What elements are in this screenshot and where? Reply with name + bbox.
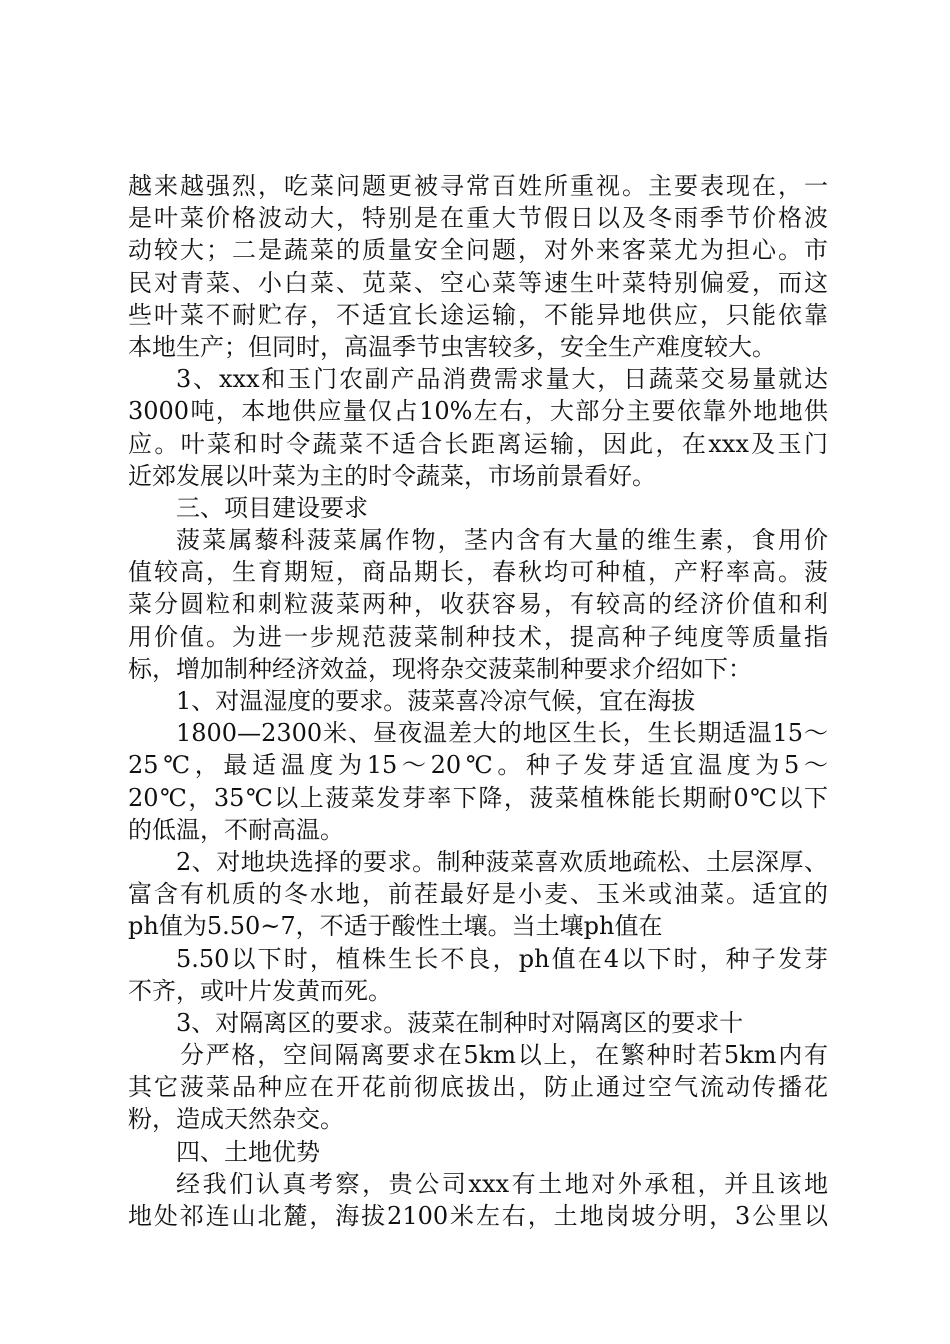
text-line: 富含有机质的冬水地，前茬最好是小麦、玉米或油菜。适宜的 xyxy=(128,880,828,909)
text-line: 不齐，或叶片发黄而死。 xyxy=(128,976,392,1005)
text-line: 粉，造成天然杂交。 xyxy=(128,1105,344,1134)
text-line: 3、对隔离区的要求。菠菜在制种时对隔离区的要求十 xyxy=(176,1008,744,1037)
text-line: 用价值。为进一步规范菠菜制种技术，提高种子纯度等质量指 xyxy=(128,622,828,651)
text-line: 的低温，不耐高温。 xyxy=(128,815,344,844)
text-line: 5.50以下时，植株生长不良，ph值在4以下时，种子发芽 xyxy=(176,944,828,973)
text-line: 分严格，空间隔离要求在5km以上，在繁种时若5km内有 xyxy=(180,1041,828,1070)
text-line: 25℃，最适温度为15～20℃。种子发芽适宜温度为5～ xyxy=(128,751,828,780)
text-line: 20℃，35℃以上菠菜发芽率下降，菠菜植株能长期耐0℃以下 xyxy=(128,783,828,812)
text-line: 标，增加制种经济效益，现将杂交菠菜制种要求介绍如下： xyxy=(128,654,752,683)
text-line: 菜分圆粒和刺粒菠菜两种，收获容易，有较高的经济价值和利 xyxy=(128,590,828,619)
text-line: 菠菜属藜科菠菜属作物，茎内含有大量的维生素，食用价 xyxy=(176,526,828,555)
text-line: 地处祁连山北麓，海拔2100米左右，土地岗坡分明，3公里以 xyxy=(128,1202,828,1230)
text-line: 经我们认真考察，贵公司xxx有土地对外承租，并且该地 xyxy=(176,1169,828,1198)
section-heading: 三、项目建设要求 xyxy=(176,493,368,522)
text-line: 民对青菜、小白菜、苋菜、空心菜等速生叶菜特别偏爱，而这 xyxy=(128,268,828,297)
text-line: 1、对温湿度的要求。菠菜喜冷凉气候，宜在海拔 xyxy=(176,687,696,715)
text-line: 应。叶菜和时令蔬菜不适合长距离运输，因此，在xxx及玉门 xyxy=(128,429,828,458)
text-line: 其它菠菜品种应在开花前彻底拔出，防止通过空气流动传播花 xyxy=(128,1073,828,1102)
text-line: 3000吨，本地供应量仅占10%左右，大部分主要依靠外地地供 xyxy=(128,397,828,426)
text-line: 近郊发展以叶菜为主的时令蔬菜，市场前景看好。 xyxy=(128,461,656,490)
text-line: 2、对地块选择的要求。制种菠菜喜欢质地疏松、土层深厚、 xyxy=(176,847,828,876)
text-line: 些叶菜不耐贮存，不适宜长途运输，不能异地供应，只能依靠 xyxy=(128,300,828,329)
section-heading: 四、土地优势 xyxy=(176,1137,320,1166)
text-line: 1800—2300米、昼夜温差大的地区生长，生长期适温15～ xyxy=(176,719,828,748)
text-line: 越来越强烈，吃菜问题更被寻常百姓所重视。主要表现在，一 xyxy=(128,172,828,200)
text-line: 本地生产；但同时，高温季节虫害较多，安全生产难度较大。 xyxy=(128,332,776,361)
text-line: ph值为5.50~7，不适于酸性土壤。当土壤ph值在 xyxy=(128,912,663,941)
document-body xyxy=(128,170,828,1232)
text-line: 是叶菜价格波动大，特别是在重大节假日以及冬雨季节价格波 xyxy=(128,204,828,233)
text-line: 值较高，生育期短，商品期长，春秋均可种植，产籽率高。菠 xyxy=(128,558,828,587)
text-line: 动较大；二是蔬菜的质量安全问题，对外来客菜尤为担心。市 xyxy=(128,236,828,265)
text-line: 3、xxx和玉门农副产品消费需求量大，日蔬菜交易量就达 xyxy=(176,365,828,394)
